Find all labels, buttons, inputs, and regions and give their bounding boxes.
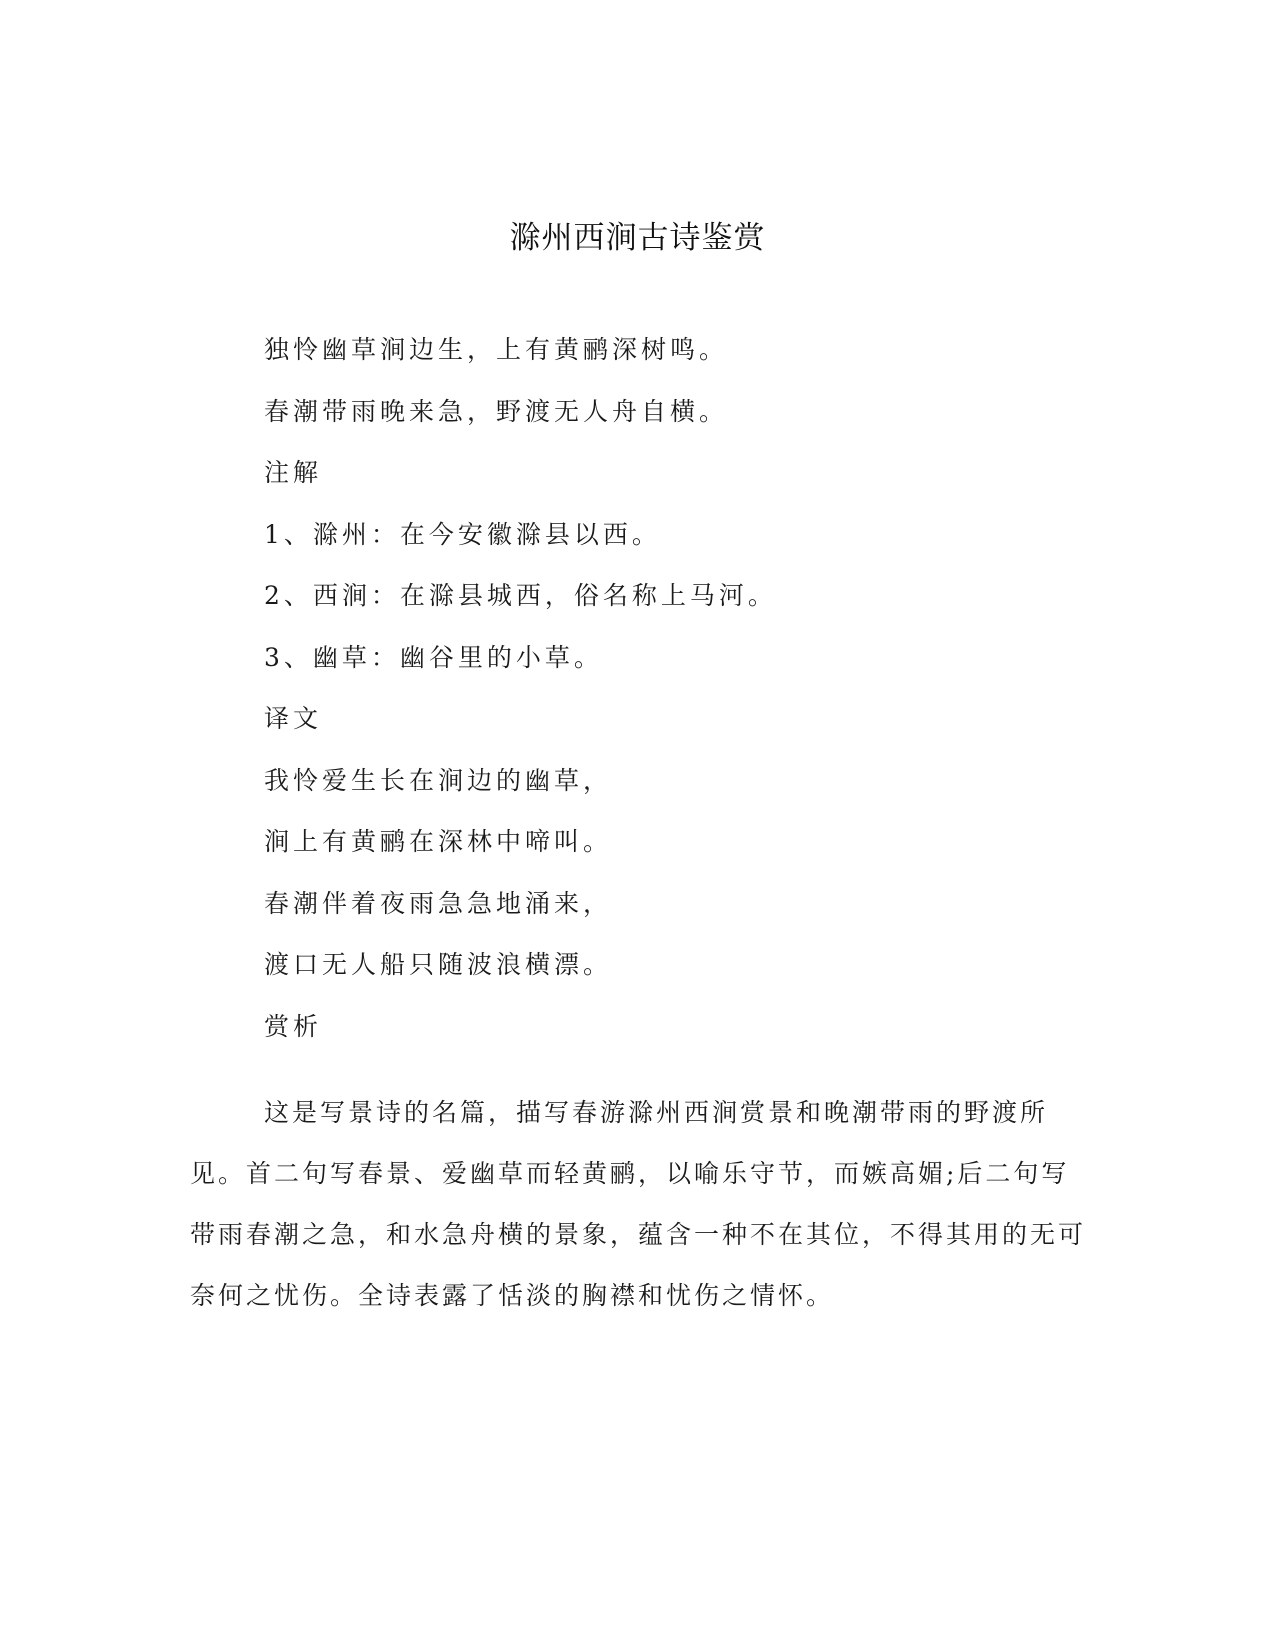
note-item: 3、幽草：幽谷里的小草。: [264, 642, 603, 672]
document-title: 滁州西涧古诗鉴赏: [509, 220, 766, 256]
appreciation-heading: 赏析: [264, 1011, 323, 1041]
translation-line: 我怜爱生长在涧边的幽草，: [264, 765, 613, 795]
translation-line: 涧上有黄鹂在深林中啼叫。: [264, 827, 613, 856]
translation-line: 春潮伴着夜雨急急地涌来，: [264, 888, 613, 918]
appreciation-paragraph: 这是写景诗的名篇，描写春游滁州西涧赏景和晚潮带雨的野渡所见。首二句写春景、爱幽草而轻黄鹂，以喻乐守节，而嫉高媚;后二句写带雨春潮之急，和水急舟横的景象，蕴含一种不在其位，不得其用的无可奈何之忧伤。全诗表露了恬淡的胸襟和忧伤之情怀。: [190, 1098, 1087, 1310]
poem-line: 独怜幽草涧边生，上有黄鹂深树鸣。: [264, 335, 729, 364]
note-item: 1、滁州：在今安徽滁县以西。: [264, 519, 661, 549]
note-item: 2、西涧：在滁县城西，俗名称上马河。: [264, 581, 777, 610]
translation-heading: 译文: [264, 704, 323, 733]
notes-heading: 注解: [264, 458, 323, 487]
translation-line: 渡口无人船只随波浪横漂。: [264, 950, 613, 979]
poem-line: 春潮带雨晚来急，野渡无人舟自横。: [264, 396, 729, 426]
document-body: [190, 332, 1090, 1326]
